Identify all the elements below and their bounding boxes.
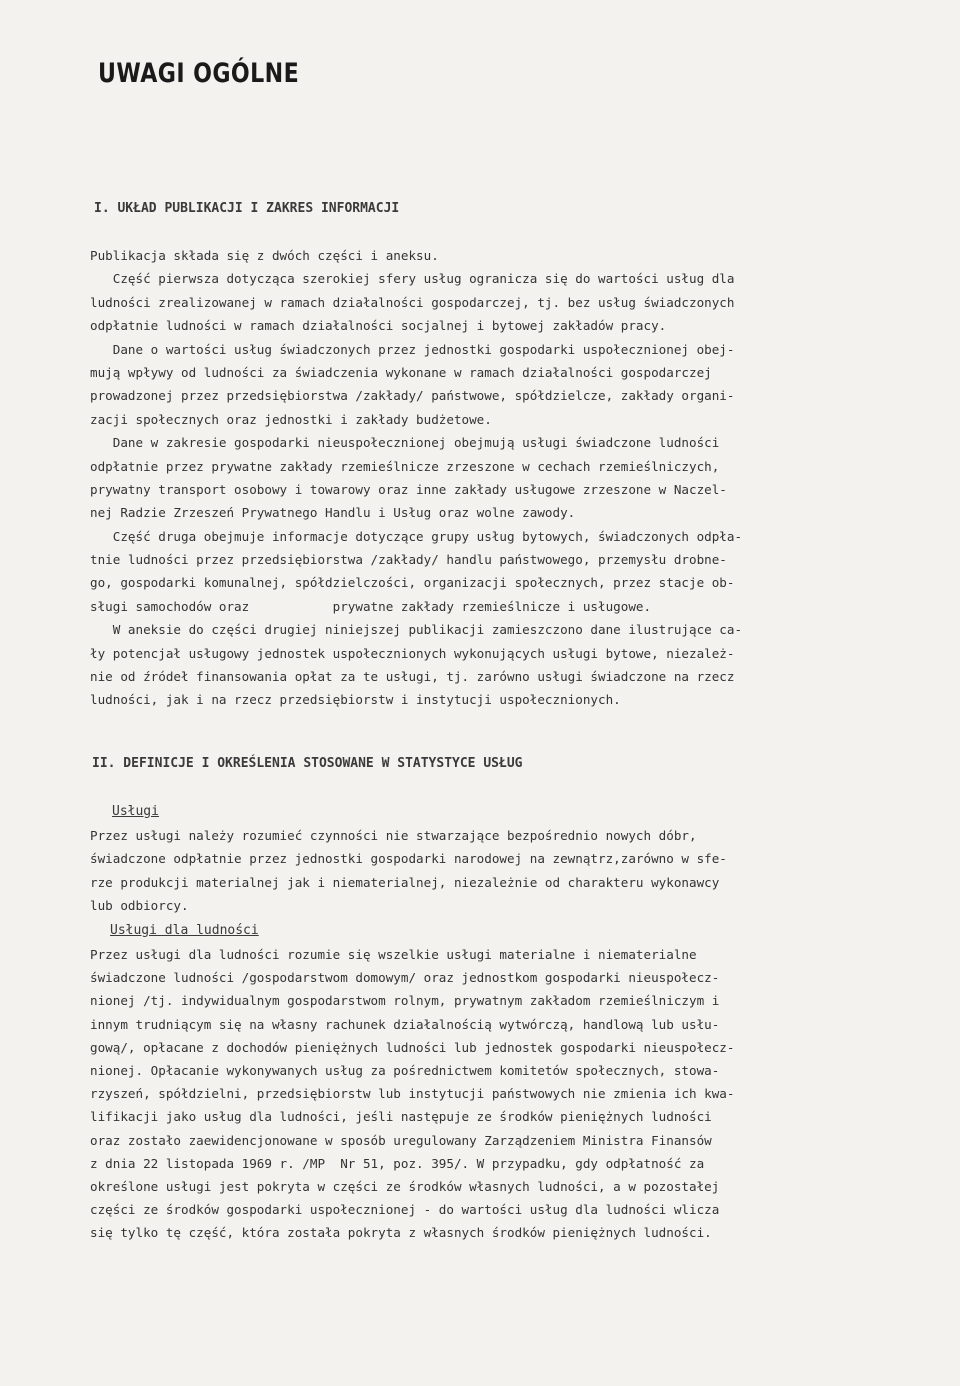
section-2-heading: II. DEFINICJE I OKREŚLENIA STOSOWANE W STATYSTYCE USŁUG <box>92 756 523 771</box>
text-line: Dane w zakresie gospodarki nieuspołecznionej obejmują usługi świadczone ludności <box>90 435 720 451</box>
text-line: świadczone ludności /gospodarstwom domowym/ oraz jednostkom gospodarki nieuspołecz- <box>90 970 720 986</box>
text-line: nej Radzie Zrzeszeń Prywatnego Handlu i Usług oraz wolne zawody. <box>90 505 576 521</box>
population-services-definition <box>90 943 940 1244</box>
text-line: rze produkcji materialnej jak i niematerialnej, niezależnie od charakteru wykonawcy <box>90 874 720 890</box>
text-line: prywatny transport osobowy i towarowy oraz inne zakłady usługowe zrzeszone w Naczel- <box>90 481 727 497</box>
text-line: Dane o wartości usług świadczonych przez jednostki gospodarki uspołecznionej obej- <box>90 341 735 357</box>
text-line: sługi samochodów oraz prywatne zakłady rzemieślnicze i usługowe. <box>90 598 652 614</box>
section-1-heading: I. UKŁAD PUBLIKACJI I ZAKRES INFORMACJI <box>94 201 400 216</box>
text-line: części ze środków gospodarki uspołecznionej - do wartości usług dla ludności wlicza <box>90 1202 720 1218</box>
text-line: nionej. Opłacanie wykonywanych usług za pośrednictwem komitetów społecznych, stowa- <box>90 1062 720 1078</box>
population-services-subheading: Usługi dla ludności <box>110 923 259 938</box>
text-line: innym trudniącym się na własny rachunek działalnością wytwórczą, handlową lub usłu- <box>90 1016 720 1032</box>
text-line: nionej /tj. indywidualnym gospodarstwom rolnym, prywatnym zakładom rzemieślniczym i <box>90 993 720 1009</box>
text-line: ludności zrealizowanej w ramach działalności gospodarczej, tj. bez usług świadczonych <box>90 294 735 310</box>
text-line: lub odbiorcy. <box>90 898 189 914</box>
text-line: tnie ludności przez przedsiębiorstwa /zakłady/ handlu państwowego, przemysłu drobne- <box>90 552 727 568</box>
text-line: Publikacja składa się z dwóch części i aneksu. <box>90 248 439 263</box>
text-line: ludności, jak i na rzecz przedsiębiorstw i instytucji uspołecznionych. <box>90 692 621 708</box>
text-line: Część pierwsza dotycząca szerokiej sfery usług ogranicza się do wartości usług dla <box>90 271 735 287</box>
text-line: rzyszeń, spółdzielni, przedsiębiorstw lub instytucji państwowych nie zmienia ich kwa- <box>90 1086 735 1102</box>
text-line: zacji społecznych oraz jednostki i zakłady budżetowe. <box>90 411 492 427</box>
text-line: Część druga obejmuje informacje dotyczące grupy usług bytowych, świadczonych odpła- <box>90 528 743 544</box>
services-definition <box>90 824 940 918</box>
text-line: go, gospodarki komunalnej, spółdzielczości, organizacji społecznych, przez stacje ob- <box>90 575 735 591</box>
text-line: Przez usługi należy rozumieć czynności nie stwarzające bezpośrednio nowych dóbr, <box>90 828 697 843</box>
text-line: lifikacji jako usług dla ludności, jeśli następuje ze środków pieniężnych ludności <box>90 1109 712 1125</box>
text-line: gową/, opłacane z dochodów pieniężnych ludności lub jednostek gospodarki nieuspołecz- <box>90 1039 735 1055</box>
text-line: z dnia 22 listopada 1969 r. /MP Nr 51, poz. 395/. W przypadku, gdy odpłatność za <box>90 1155 705 1171</box>
text-line: oraz zostało zaewidencjonowane w sposób uregulowany Zarządzeniem Ministra Finansów <box>90 1132 712 1148</box>
text-line: odpłatnie przez prywatne zakłady rzemieślnicze zrzeszone w cechach rzemieślniczych, <box>90 458 720 474</box>
text-line: nie od źródeł finansowania opłat za te usługi, tj. zarówno usługi świadczone na rzecz <box>90 669 735 685</box>
services-subheading: Usługi <box>112 804 159 819</box>
text-line: określone usługi jest pokryta w części ze środków własnych ludności, a w pozostałej <box>90 1178 720 1194</box>
text-line: mują wpływy od ludności za świadczenia wykonane w ramach działalności gospodarczej <box>90 364 712 380</box>
section-1-body <box>90 244 940 712</box>
text-line: świadczone odpłatnie przez jednostki gospodarki narodowej na zewnątrz,zarówno w sfe- <box>90 851 727 867</box>
text-line: prowadzonej przez przedsiębiorstwa /zakłady/ państwowe, spółdzielcze, zakłady organi- <box>90 388 735 404</box>
text-line: ły potencjał usługowy jednostek uspołecznionych wykonujących usługi bytowe, niezależ- <box>90 645 735 661</box>
text-line: W aneksie do części drugiej niniejszej publikacji zamieszczono dane ilustrujące ca- <box>90 622 743 638</box>
text-line: odpłatnie ludności w ramach działalności socjalnej i bytowej zakładów pracy. <box>90 318 667 334</box>
text-line: się tylko tę część, która została pokryta z własnych środków pieniężnych ludności. <box>90 1225 712 1241</box>
text-line: Przez usługi dla ludności rozumie się wszelkie usługi materialne i niematerialne <box>90 947 697 962</box>
page-title: UWAGI OGÓLNE <box>98 58 300 89</box>
